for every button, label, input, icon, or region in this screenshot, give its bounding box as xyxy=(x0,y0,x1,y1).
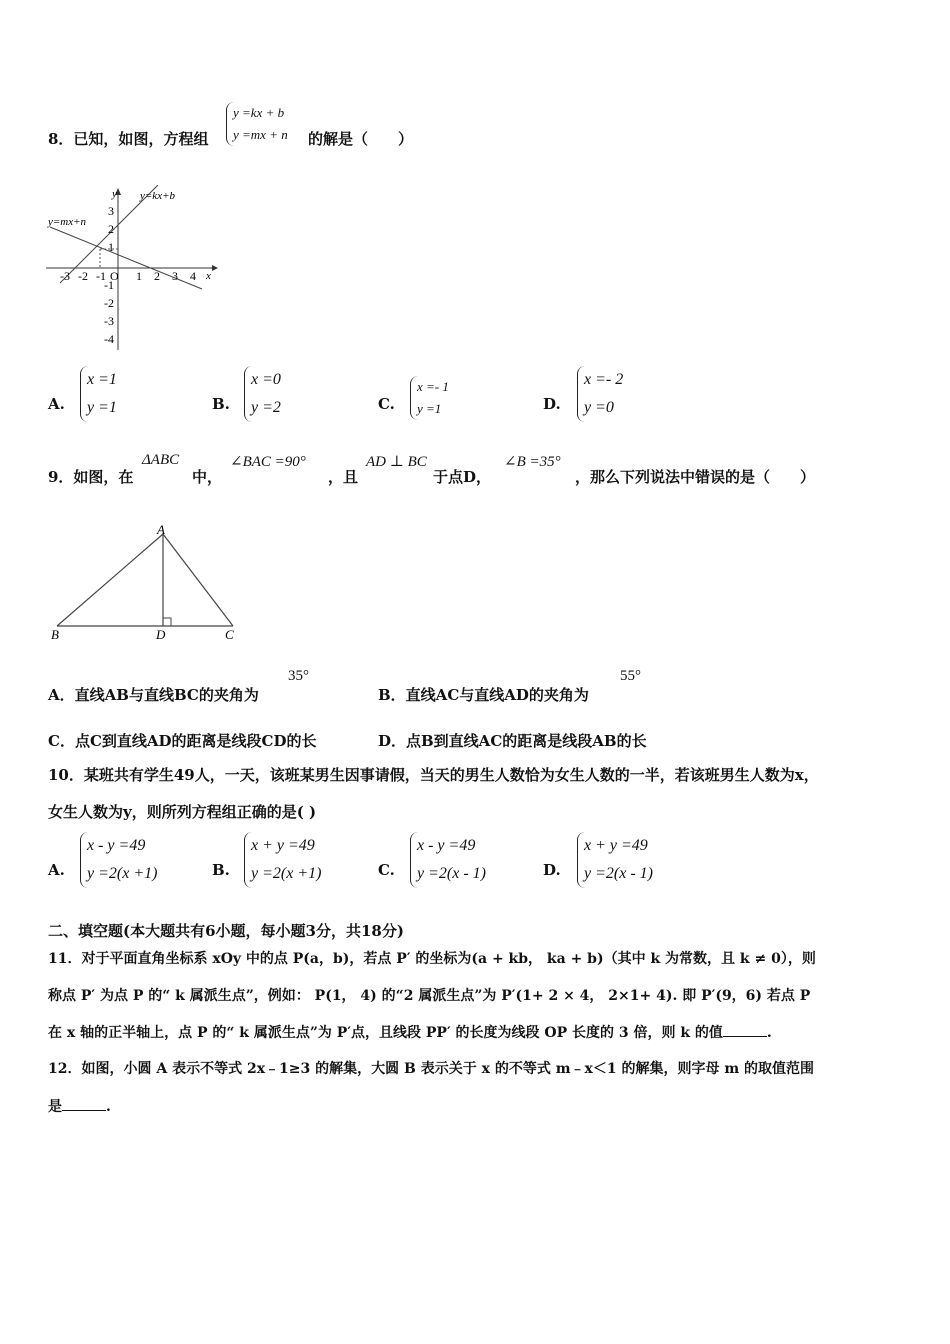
q9-text3: ，且 xyxy=(328,468,359,486)
q8-option-c-eq2: y =1 xyxy=(417,401,442,416)
q8-stem-suffix: 的解是（ ） xyxy=(308,130,414,148)
y-axis-label: y xyxy=(112,188,117,200)
q8-option-d-label: D. xyxy=(543,395,561,413)
q12-answer-blank[interactable] xyxy=(62,1096,106,1111)
q12-line1: 12．如图，小圆 A 表示不等式 2x﹣1≥3 的解集，大圆 B 表示关于 x 的不等式 m﹣x＜1 的解集，则字母 m 的取值范围 xyxy=(48,1061,815,1077)
q9-option-b: B．直线AC与直线AD的夹角为 xyxy=(378,686,589,704)
q12-line2 xyxy=(48,1096,111,1116)
q8-option-a xyxy=(80,366,117,422)
q9-text4: 于点D， xyxy=(433,468,492,486)
q10-line1: 10．某班共有学生49人，一天，该班某男生因事请假，当天的男生人数恰为女生人数的一半，若该班男生人数为x， xyxy=(48,766,819,784)
x-tick: 3 xyxy=(172,269,178,283)
section-2-title: 二、填空题(本大题共有6小题，每小题3分，共18分) xyxy=(48,922,404,940)
q9-option-b-value: 55° xyxy=(620,668,641,684)
label-mx-n: y=mx+n xyxy=(48,216,87,228)
q9-num: 9．如图，在 xyxy=(48,468,134,486)
q9-perp: AD ⊥ BC xyxy=(366,454,427,470)
q8-equation-system xyxy=(226,102,288,146)
x-axis-label: x xyxy=(206,270,211,282)
x-tick: -1 xyxy=(96,269,106,283)
q8-option-a-label: A. xyxy=(48,395,65,413)
y-tick: -2 xyxy=(104,296,114,310)
q8-option-c-label: C. xyxy=(378,395,395,413)
q10-option-d xyxy=(577,832,653,888)
origin-label: O xyxy=(110,269,119,283)
q9-option-c: C．点C到直线AD的距离是线段CD的长 xyxy=(48,732,317,750)
segment-ab xyxy=(57,534,163,626)
q8-option-c-eq1: x =- 1 xyxy=(417,379,449,394)
x-axis-arrow-icon xyxy=(212,265,218,271)
q8-option-a-eq1: x =1 xyxy=(87,371,117,388)
q8-option-d-eq2: y =0 xyxy=(584,399,614,416)
q10-option-c-eq1: x - y =49 xyxy=(417,837,476,854)
q10-option-b xyxy=(244,832,321,888)
y-tick: -1 xyxy=(104,278,114,292)
q8-option-d xyxy=(577,366,623,422)
y-tick: 2 xyxy=(108,222,114,236)
q9-option-a-value: 35° xyxy=(288,668,309,684)
q8-option-b-eq1: x =0 xyxy=(251,371,281,388)
point-d: D xyxy=(156,627,166,642)
q12-line2-text: 是 xyxy=(48,1099,62,1115)
q9-text2: 中， xyxy=(192,468,223,486)
y-tick: 1 xyxy=(108,240,114,254)
segment-ac xyxy=(163,534,233,626)
q10-option-a-eq1: x - y =49 xyxy=(87,837,146,854)
q8-eq1: y =kx + b xyxy=(233,105,285,120)
q9-triangle-figure xyxy=(45,520,245,645)
right-angle-mark-icon xyxy=(163,618,171,626)
q8-option-b-label: B. xyxy=(212,395,230,413)
q8-option-d-eq1: x =- 2 xyxy=(584,371,624,388)
x-tick: 4 xyxy=(190,269,196,283)
x-tick: -3 xyxy=(60,269,70,283)
q12-line2-end: . xyxy=(106,1099,111,1115)
q11-line2: 称点 P′ 为点 P 的“ k 属派生点”，例如： P(1， 4) 的“2 属派生点”为 P′(1+ 2 × 4， 2×1+ 4). 即 P′(9，6) 若点 P xyxy=(48,988,811,1004)
q9-option-d: D．点B到直线AC的距离是线段AB的长 xyxy=(378,732,647,750)
q8-graph xyxy=(40,185,225,355)
q11-line1: 11．对于平面直角坐标系 xOy 中的点 P(a，b)，若点 P′ 的坐标为(a + kb， ka + b)（其中 k 为常数，且 k ≠ 0），则 xyxy=(48,951,816,967)
q10-option-a-label: A. xyxy=(48,861,65,879)
q11-line3 xyxy=(48,1022,772,1042)
q10-option-a-eq2: y =2(x +1) xyxy=(87,865,158,882)
q10-option-c-label: C. xyxy=(378,861,395,879)
q8-eq2: y =mx + n xyxy=(233,127,288,142)
q11-answer-blank[interactable] xyxy=(723,1022,767,1037)
x-tick: -2 xyxy=(78,269,88,283)
q10-option-a xyxy=(80,832,157,888)
point-b: B xyxy=(51,627,59,642)
y-tick: -4 xyxy=(104,332,114,346)
line-mx-n xyxy=(50,227,202,289)
q10-option-c xyxy=(410,832,486,888)
q10-option-d-eq1: x + y =49 xyxy=(584,837,648,854)
q10-option-d-label: D. xyxy=(543,861,561,879)
q10-option-b-label: B. xyxy=(212,861,230,879)
q8-option-a-eq2: y =1 xyxy=(87,399,117,416)
y-tick: 3 xyxy=(108,204,114,218)
q10-option-b-eq2: y =2(x +1) xyxy=(251,865,322,882)
q9-triangle: ΔABC xyxy=(142,452,180,468)
q10-option-d-eq2: y =2(x - 1) xyxy=(584,865,653,882)
q8-option-b-eq2: y =2 xyxy=(251,399,281,416)
point-c: C xyxy=(225,627,234,642)
q11-line3-text: 在 x 轴的正半轴上，点 P 的“ k 属派生点”为 P′点，且线段 PP′ 的长度为线段 OP 长度的 3 倍，则 k 的值 xyxy=(48,1025,723,1041)
q8-stem-prefix: 8．已知，如图，方程组 xyxy=(48,130,209,148)
q8-option-b xyxy=(244,366,281,422)
label-kx-b: y=kx+b xyxy=(140,190,175,202)
q10-line2: 女生人数为y，则所列方程组正确的是( ) xyxy=(48,803,317,821)
x-tick: 1 xyxy=(136,269,142,283)
q9-angle-bac: ∠BAC =90° xyxy=(230,454,306,470)
q9-option-a: A．直线AB与直线BC的夹角为 xyxy=(48,686,259,704)
q11-line3-end: . xyxy=(766,1025,772,1041)
y-tick: -3 xyxy=(104,314,114,328)
q10-option-c-eq2: y =2(x - 1) xyxy=(417,865,486,882)
q10-option-b-eq1: x + y =49 xyxy=(251,837,315,854)
q8-option-c xyxy=(410,376,449,420)
q9-angle-b: ∠B =35° xyxy=(504,454,561,470)
point-a: A xyxy=(157,522,165,537)
x-tick: 2 xyxy=(154,269,160,283)
q9-text5: ，那么下列说法中错误的是（ ） xyxy=(575,468,816,486)
